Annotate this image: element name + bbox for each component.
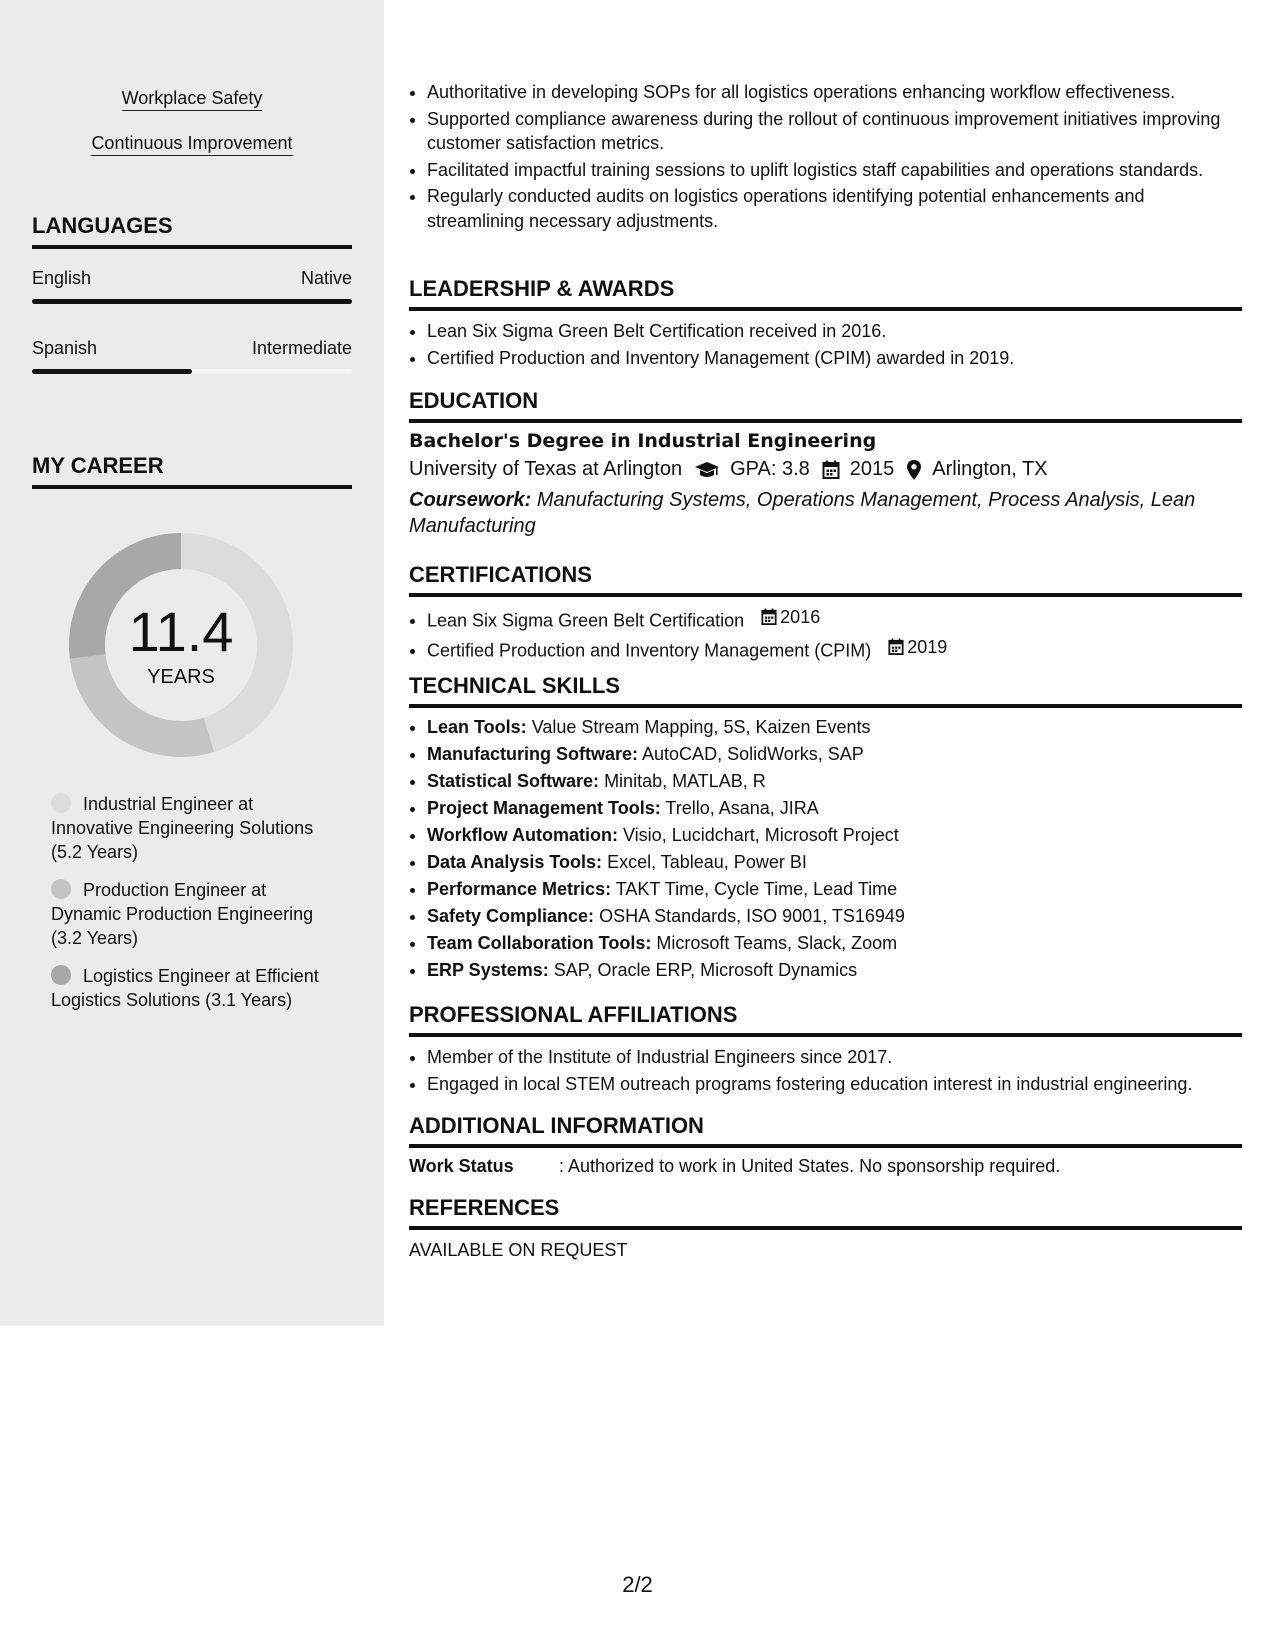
skill-item: • Workflow Automation: Visio, Lucidchart, Microsoft Project bbox=[427, 823, 1242, 848]
leadership-item: • Lean Six Sigma Green Belt Certification received in 2016. bbox=[427, 319, 1242, 344]
graduation-cap-icon bbox=[694, 460, 720, 480]
career-entry bbox=[51, 878, 331, 950]
skill-item: • Manufacturing Software: AutoCAD, SolidWorks, SAP bbox=[427, 742, 1242, 767]
education-coursework bbox=[409, 487, 1242, 539]
certification-name: Certified Production and Inventory Management (CPIM) bbox=[427, 640, 872, 660]
location-pin-icon bbox=[906, 459, 922, 481]
skill-item: Continuous Improvement bbox=[0, 133, 384, 154]
skill-item: • Lean Tools: Value Stream Mapping, 5S, Kaizen Events bbox=[427, 715, 1242, 740]
career-entry bbox=[51, 792, 331, 864]
skill-item: • Team Collaboration Tools: Microsoft Teams, Slack, Zoom bbox=[427, 931, 1242, 956]
languages-title: LANGUAGES bbox=[32, 213, 352, 249]
career-entry-text: Logistics Engineer at Efficient Logistics Solutions (3.1 Years) bbox=[51, 966, 319, 1010]
career-title: MY CAREER bbox=[32, 453, 352, 489]
calendar-icon bbox=[822, 460, 840, 480]
work-status-label: Work Status bbox=[409, 1156, 514, 1176]
calendar-icon bbox=[761, 608, 777, 626]
education-gpa: GPA: 3.8 bbox=[730, 458, 810, 480]
language-bar bbox=[32, 299, 352, 304]
skill-item: • Statistical Software: Minitab, MATLAB, R bbox=[427, 769, 1242, 794]
certification-date bbox=[888, 635, 947, 660]
leadership-list bbox=[409, 319, 1242, 372]
career-total-unit: YEARS bbox=[147, 666, 215, 688]
leadership-title: LEADERSHIP & AWARDS bbox=[409, 276, 1242, 311]
affiliations-title: PROFESSIONAL AFFILIATIONS bbox=[409, 1002, 1242, 1037]
career-entry-text: Production Engineer at Dynamic Production Engineering (3.2 Years) bbox=[51, 880, 314, 948]
affiliations-list bbox=[409, 1045, 1242, 1098]
career-total-years: 11.4 bbox=[128, 600, 234, 663]
career-entry-text: Industrial Engineer at Innovative Engineering Solutions (5.2 Years) bbox=[51, 794, 314, 862]
technical-skills-list bbox=[409, 715, 1242, 985]
affiliation-item: • Engaged in local STEM outreach programs fostering education interest in industrial engineering. bbox=[427, 1072, 1242, 1097]
leadership-item: • Certified Production and Inventory Management (CPIM) awarded in 2019. bbox=[427, 346, 1242, 371]
experience-bullet: • Regularly conducted audits on logistics operations identifying potential enhancements and streamlining necessary adjustments. bbox=[427, 184, 1242, 233]
language-bar bbox=[32, 369, 352, 374]
skill-item: • Project Management Tools: Trello, Asana, JIRA bbox=[427, 796, 1242, 821]
language-level: Intermediate bbox=[251, 338, 352, 358]
language-bar-fill bbox=[32, 369, 192, 374]
experience-bullet: • Authoritative in developing SOPs for all logistics operations enhancing workflow effectiveness. bbox=[427, 80, 1242, 105]
education-school: University of Texas at Arlington bbox=[409, 458, 683, 480]
skill-item: Workplace Safety bbox=[0, 88, 384, 109]
references-title: REFERENCES bbox=[409, 1195, 1242, 1230]
education-entry bbox=[409, 430, 1242, 539]
skill-item: • ERP Systems: SAP, Oracle ERP, Microsoft Dynamics bbox=[427, 958, 1242, 983]
language-name: English bbox=[32, 268, 92, 288]
sidebar bbox=[0, 0, 384, 1325]
calendar-icon bbox=[888, 638, 904, 656]
work-status-row bbox=[409, 1156, 1242, 1177]
education-meta bbox=[409, 458, 1242, 481]
certifications-list bbox=[409, 605, 1242, 665]
coursework-label: Coursework: bbox=[409, 489, 532, 511]
coursework-value: Manufacturing Systems, Operations Management, Process Analysis, Lean Manufacturing bbox=[409, 489, 1196, 537]
career-donut-chart bbox=[66, 530, 296, 760]
references-text: AVAILABLE ON REQUEST bbox=[409, 1240, 628, 1260]
experience-bullet: • Facilitated impactful training sessions to uplift logistics staff capabilities and operations standards. bbox=[427, 158, 1242, 183]
certification-item bbox=[427, 635, 1242, 663]
career-legend-dot bbox=[51, 879, 71, 899]
career-legend-dot bbox=[51, 965, 71, 985]
language-bar-fill bbox=[32, 299, 352, 304]
skill-item: • Performance Metrics: TAKT Time, Cycle Time, Lead Time bbox=[427, 877, 1242, 902]
skill-item: • Safety Compliance: OSHA Standards, ISO 9001, TS16949 bbox=[427, 904, 1242, 929]
experience-bullet: • Supported compliance awareness during the rollout of continuous improvement initiatives improving customer satisfaction metrics. bbox=[427, 107, 1242, 156]
certification-item bbox=[427, 605, 1242, 633]
certification-date bbox=[761, 605, 820, 630]
work-status-value: : Authorized to work in United States. No sponsorship required. bbox=[559, 1156, 1061, 1176]
experience-bullets bbox=[409, 80, 1242, 235]
language-name: Spanish bbox=[32, 338, 98, 358]
career-legend-dot bbox=[51, 793, 71, 813]
affiliation-item: • Member of the Institute of Industrial Engineers since 2017. bbox=[427, 1045, 1242, 1070]
certification-year: 2019 bbox=[907, 636, 948, 657]
education-degree: Bachelor's Degree in Industrial Engineering bbox=[409, 430, 877, 452]
certification-name: Lean Six Sigma Green Belt Certification bbox=[427, 610, 745, 631]
language-level: Native bbox=[300, 268, 352, 288]
additional-info-title: ADDITIONAL INFORMATION bbox=[409, 1113, 1242, 1148]
skill-item: • Data Analysis Tools: Excel, Tableau, Power BI bbox=[427, 850, 1242, 875]
technical-skills-title: TECHNICAL SKILLS bbox=[409, 673, 1242, 708]
certification-year: 2016 bbox=[780, 607, 821, 627]
certifications-title: CERTIFICATIONS bbox=[409, 562, 1242, 597]
page-number: 2/2 bbox=[622, 1572, 653, 1597]
education-year: 2015 bbox=[849, 458, 895, 480]
education-title: EDUCATION bbox=[409, 388, 1242, 423]
education-location: Arlington, TX bbox=[932, 458, 1048, 480]
career-entry bbox=[51, 964, 331, 1012]
